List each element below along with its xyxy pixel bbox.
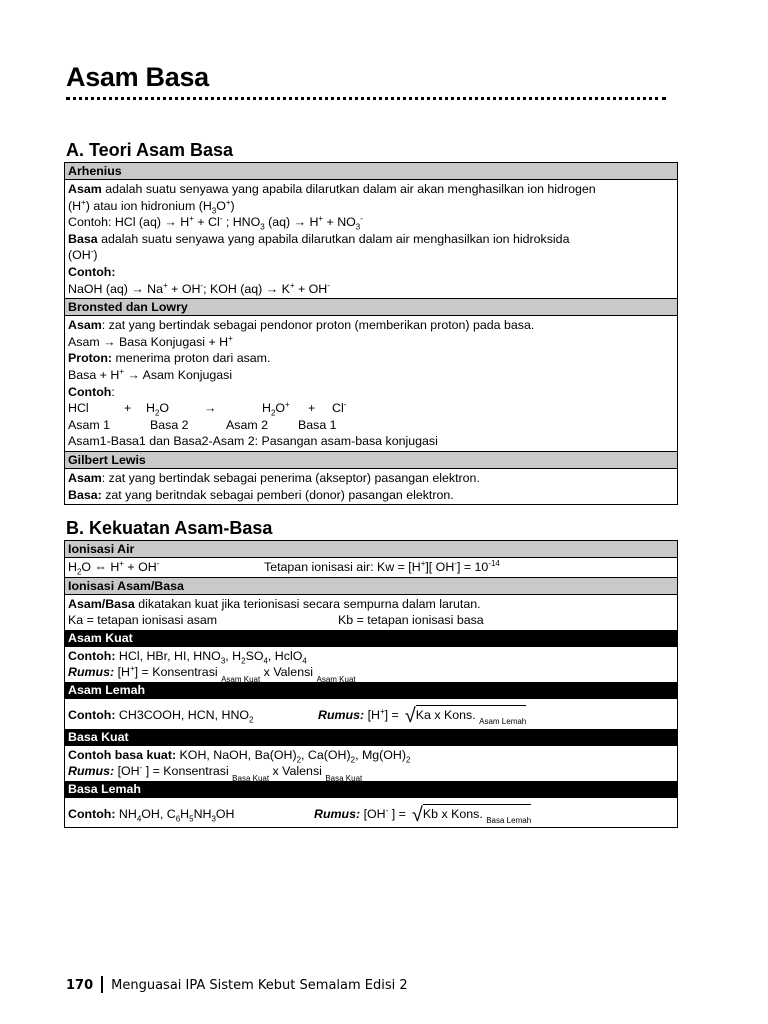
definition-text: dikatakan kuat jika terionisasi secara sempurna dalam larutan. <box>134 596 481 611</box>
superscript: + <box>228 333 233 343</box>
text: + OH <box>167 281 201 296</box>
bronsted-header: Bronsted dan Lowry <box>65 299 677 316</box>
basa-kuat-rumus <box>68 763 674 783</box>
bronsted-proton-line <box>68 350 674 367</box>
text: [OH <box>360 806 386 821</box>
text: ) <box>230 198 235 213</box>
subscript: 4 <box>263 656 268 666</box>
label-asam-2: Asam 2 <box>226 417 269 432</box>
basa-kuat-body <box>65 746 677 781</box>
superscript: + <box>119 366 124 376</box>
label: Rumus: <box>68 764 115 779</box>
superscript: - <box>343 400 347 409</box>
footer-separator <box>101 976 103 993</box>
product-hydronium <box>262 400 308 417</box>
label: Rumus: <box>318 707 365 722</box>
term-asam: Asam <box>68 470 102 485</box>
asam-kuat-rumus <box>68 664 674 684</box>
ionisasi-air-line <box>68 559 674 576</box>
arhenius-asam-line <box>68 181 674 198</box>
page-title: Asam Basa <box>66 62 209 92</box>
text: ] = <box>388 806 406 821</box>
superscript: + <box>129 664 135 674</box>
text: O ⇔ H <box>81 560 120 574</box>
subscript: 3 <box>211 814 216 824</box>
asam-lemah-rumus <box>318 704 527 727</box>
subscript: 2 <box>241 656 246 666</box>
superscript: - <box>360 214 363 224</box>
text: Cl <box>332 401 344 416</box>
asam-lemah-line <box>68 705 674 725</box>
text: ) atau ion hidronium (H <box>85 198 212 213</box>
text: NH <box>193 806 212 821</box>
text: (aq) → H <box>264 215 319 230</box>
kb-definition: Kb = tetapan ionisasi basa <box>338 613 484 628</box>
text: Kb x Kons. <box>422 806 483 821</box>
text: → Asam Konjugasi <box>123 367 233 382</box>
superscript: - <box>90 247 94 257</box>
subscript: 2 <box>296 755 302 765</box>
text: Contoh: HCl (aq) → H <box>68 215 190 230</box>
basa-kuat-contoh <box>68 747 674 764</box>
section-heading-teori: A. Teori Asam Basa <box>66 140 234 160</box>
subscript: 3 <box>260 222 265 232</box>
text: KOH, NaOH, Ba(OH) <box>176 747 297 762</box>
superscript: + <box>285 400 290 409</box>
ionisasi-def-line <box>68 596 674 613</box>
text: Asam → Basa Konjugasi + H <box>68 334 229 349</box>
label-basa-1: Basa 1 <box>298 417 337 432</box>
text: ][ OH <box>425 560 455 574</box>
ionisasi-air-header: Ionisasi Air <box>65 541 677 558</box>
arhenius-asam-line-2 <box>68 198 674 215</box>
superscript: - <box>219 214 223 224</box>
text: O <box>216 198 226 213</box>
subscript: Basa Kuat <box>232 773 270 783</box>
text: H <box>68 560 77 574</box>
product-chloride <box>332 400 346 417</box>
subscript: Basa Kuat <box>325 773 363 783</box>
reactant-water <box>146 400 204 417</box>
ionisasi-air-body <box>65 558 677 578</box>
text: ) <box>93 248 98 263</box>
text: ] = Konsentrasi <box>134 665 222 680</box>
basa-lemah-contoh <box>68 806 314 823</box>
basa-lemah-header: Basa Lemah <box>65 781 677 798</box>
square-root-icon: √ <box>411 803 423 826</box>
superscript: -14 <box>488 558 500 568</box>
text: [H <box>364 707 380 722</box>
definition-text: menerima proton dari asam. <box>112 351 271 366</box>
arhenius-basa-line <box>68 231 674 248</box>
subscript: Basa Lemah <box>486 816 532 826</box>
subscript: 3 <box>211 206 217 216</box>
term-basa: Basa: <box>68 487 102 502</box>
lewis-header: Gilbert Lewis <box>65 452 677 469</box>
subscript: 2 <box>270 408 276 418</box>
text: [H <box>114 665 130 680</box>
superscript: - <box>200 280 204 290</box>
text: CH3COOH, HCN, HNO <box>115 707 250 722</box>
text: (H <box>68 198 82 213</box>
subscript: 2 <box>76 567 82 577</box>
superscript: + <box>119 558 124 568</box>
text: ] = Konsentrasi <box>142 764 233 779</box>
text: (OH <box>68 248 91 263</box>
superscript: + <box>225 197 231 207</box>
text: [OH <box>114 764 140 779</box>
asam-kuat-body <box>65 647 677 682</box>
superscript: + <box>318 214 324 224</box>
text: HCl, HBr, HI, HNO <box>115 648 221 663</box>
bronsted-pairs: Asam1-Basa1 dan Basa2-Asam 2: Pasangan asam-basa konjugasi <box>68 434 438 449</box>
subscript: 2 <box>350 755 356 765</box>
ionisasi-constants-line <box>68 612 674 629</box>
text: : <box>111 384 115 399</box>
text: O <box>275 401 286 416</box>
bronsted-reaction-labels <box>68 417 674 434</box>
text: ; KOH (aq) → K <box>203 281 290 296</box>
label: Contoh <box>68 384 112 399</box>
superscript: + <box>289 280 295 290</box>
text: H <box>262 401 271 416</box>
ka-definition: Ka = tetapan ionisasi asam <box>68 613 218 628</box>
label-basa-2: Basa 2 <box>150 417 189 432</box>
lewis-basa-line <box>68 487 674 504</box>
text: + Cl <box>193 215 220 230</box>
arhenius-basa-line-2 <box>68 247 674 264</box>
definition-text: : zat yang bertindak sebagai pendonor proton (memberikan proton) pada basa. <box>101 318 535 333</box>
text: NaOH (aq) → Na <box>68 281 164 296</box>
text: + OH <box>294 281 328 296</box>
superscript: - <box>327 280 330 290</box>
text: , Ca(OH) <box>301 747 351 762</box>
text: + OH <box>123 560 157 574</box>
subscript: Asam Kuat <box>316 674 356 684</box>
label: Contoh: <box>68 806 116 821</box>
asam-lemah-contoh <box>68 707 318 724</box>
plus-sign: + <box>308 401 316 416</box>
superscript: - <box>385 805 389 815</box>
term-asam: Asam <box>68 182 102 196</box>
term-asam: Asam <box>68 318 102 333</box>
label: Contoh: <box>68 648 116 663</box>
radicand <box>422 804 532 826</box>
superscript: - <box>454 558 457 568</box>
subscript: 3 <box>355 222 361 232</box>
basa-lemah-body <box>65 798 677 828</box>
kekuatan-asam-basa-table <box>64 540 678 828</box>
subscript: 4 <box>136 814 142 824</box>
plus-sign: + <box>124 401 132 416</box>
superscript: + <box>163 280 168 290</box>
term-basa: Basa <box>68 231 98 246</box>
term-proton: Proton: <box>68 351 113 366</box>
arhenius-contoh-basa <box>68 281 674 298</box>
superscript: - <box>139 763 143 773</box>
bronsted-eq-1 <box>68 334 674 351</box>
label: Contoh: <box>68 707 116 722</box>
subscript: 2 <box>249 715 254 725</box>
lewis-body <box>65 469 677 504</box>
bronsted-eq-2 <box>68 367 674 384</box>
text: Tetapan ionisasi air: Kw = [H <box>264 560 421 574</box>
section-heading-kekuatan: B. Kekuatan Asam-Basa <box>66 518 273 538</box>
arhenius-contoh-label: Contoh: <box>68 264 116 279</box>
definition-text: adalah suatu senyawa yang apabila dilarutkan dalam air akan menghasilkan ion hidrogen <box>101 182 596 196</box>
basa-kuat-header: Basa Kuat <box>65 729 677 746</box>
label-asam-1: Asam 1 <box>68 417 111 432</box>
text: x Valensi <box>260 665 317 680</box>
subscript: Asam Lemah <box>479 717 527 727</box>
label: Rumus: <box>314 806 361 821</box>
bronsted-asam-line <box>68 317 674 334</box>
arhenius-header: Arhenius <box>65 163 677 180</box>
superscript: + <box>81 197 86 207</box>
lewis-asam-line <box>68 470 674 487</box>
text: ] = 10 <box>456 560 489 574</box>
square-root-icon: √ <box>404 704 416 727</box>
reactant-hcl: HCl <box>68 401 89 416</box>
superscript: + <box>420 558 426 568</box>
teori-asam-basa-table <box>64 162 678 505</box>
subscript: 2 <box>154 408 160 418</box>
asam-lemah-header: Asam Lemah <box>65 682 677 699</box>
text: NH <box>115 806 137 821</box>
water-equilibrium <box>68 559 264 576</box>
radicand <box>415 705 527 727</box>
text: ; HNO <box>222 215 261 230</box>
basa-lemah-rumus <box>314 803 532 826</box>
subscript: Asam Kuat <box>221 674 261 684</box>
text: , HclO <box>267 648 303 663</box>
text: , H <box>225 648 242 663</box>
superscript: - <box>156 558 160 568</box>
bronsted-reaction <box>68 400 674 417</box>
title-dotted-rule <box>66 97 666 100</box>
superscript: + <box>189 214 194 224</box>
subscript: 5 <box>189 814 194 824</box>
text: OH, C <box>141 806 176 821</box>
bronsted-contoh-label <box>68 384 674 401</box>
text: + NO <box>323 215 356 230</box>
definition-text: zat yang beritndak sebagai pemberi (donor) pasangan elektron. <box>101 487 454 502</box>
text: , Mg(OH) <box>355 747 406 762</box>
subscript: 4 <box>302 656 307 666</box>
subscript: 6 <box>175 814 181 824</box>
text: Ka x Kons. <box>415 707 476 722</box>
page-footer <box>66 976 408 993</box>
text: OH <box>215 806 235 821</box>
superscript: + <box>379 706 385 716</box>
kw-expression <box>264 560 500 574</box>
ionisasi-asam-basa-body <box>65 595 677 630</box>
bronsted-body <box>65 316 677 452</box>
text: ] = <box>384 707 399 722</box>
arhenius-contoh-asam <box>68 214 674 231</box>
basa-lemah-line <box>68 804 674 824</box>
text: Basa + H <box>68 367 120 382</box>
label: Contoh basa kuat: <box>68 747 177 762</box>
text: O <box>159 401 170 416</box>
ionisasi-asam-basa-header: Ionisasi Asam/Basa <box>65 578 677 595</box>
definition-text: : zat yang bertindak sebagai penerima (akseptor) pasangan elektron. <box>101 470 480 485</box>
asam-kuat-contoh <box>68 648 674 665</box>
text: H <box>146 401 155 416</box>
text: SO <box>245 648 264 663</box>
arhenius-body <box>65 180 677 299</box>
asam-kuat-header: Asam Kuat <box>65 630 677 647</box>
subscript: 3 <box>220 656 226 666</box>
label: Rumus: <box>68 665 115 680</box>
term-asam-basa: Asam/Basa <box>68 596 135 611</box>
book-title: Menguasai IPA Sistem Kebut Semalam Edisi 2 <box>111 978 408 993</box>
page-number: 170 <box>66 978 94 993</box>
reaction-arrow: → <box>204 401 217 416</box>
text: H <box>180 806 190 821</box>
asam-lemah-body <box>65 699 677 729</box>
text: x Valensi <box>269 764 326 779</box>
subscript: 2 <box>406 755 411 765</box>
definition-text: adalah suatu senyawa yang apabila dilarutkan dalam air menghasilkan ion hidroksida <box>97 231 570 246</box>
